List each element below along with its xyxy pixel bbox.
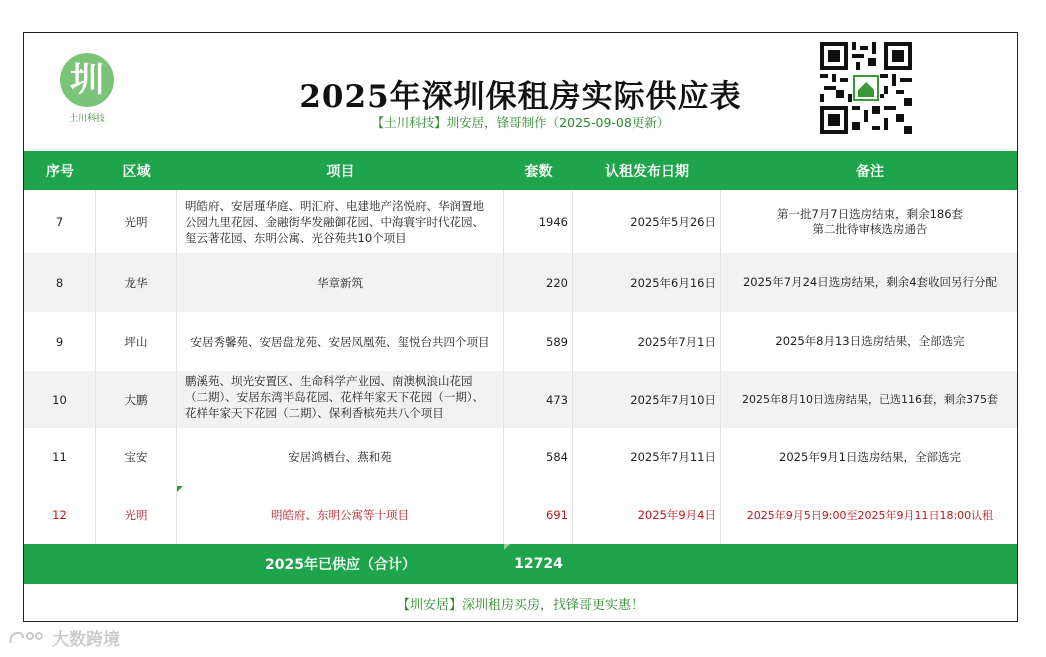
row-note: 2025年9月1日选房结果，全部选完 bbox=[779, 449, 961, 464]
table-row bbox=[24, 190, 1017, 253]
row-project: 安居鸿栖台、燕和苑 bbox=[177, 428, 504, 486]
row-note: 2025年9月5日9:00至2025年9月11日18:00认租 bbox=[746, 508, 994, 522]
row-note-line: 第二批待审核选房通告 bbox=[812, 221, 928, 236]
page-title: 2025年深圳保租房实际供应表 bbox=[299, 79, 742, 115]
row-date: 2025年7月10日 bbox=[573, 371, 721, 428]
row-no: 10 bbox=[24, 371, 96, 428]
row-date: 2025年5月26日 bbox=[573, 190, 721, 253]
row-note bbox=[721, 190, 1019, 253]
row-project bbox=[177, 371, 504, 428]
table-row bbox=[24, 371, 1017, 428]
row-no: 8 bbox=[24, 253, 96, 312]
table-row-highlighted bbox=[24, 486, 1017, 544]
column-header-units: 套数 bbox=[524, 163, 553, 180]
row-project: 安居秀馨苑、安居盘龙苑、安居凤凰苑、玺悦台共四个项目 bbox=[177, 312, 504, 371]
row-date: 2025年7月11日 bbox=[573, 428, 721, 486]
logo-text: 土川科技 bbox=[68, 114, 105, 124]
row-district: 光明 bbox=[96, 486, 177, 544]
row-project: 明皓府、安居瑾华庭、明汇府、电建地产洺悦府、华润置地公园九里花园、金融街华发融御花园、中海寰宇时代花园、玺云著花园、东明公寓、光谷苑共10个项目 bbox=[177, 190, 504, 253]
watermark bbox=[8, 625, 120, 650]
row-units: 220 bbox=[504, 253, 573, 312]
column-header-no: 序号 bbox=[46, 163, 74, 180]
table-row bbox=[24, 253, 1017, 312]
column-header-district: 区域 bbox=[122, 163, 151, 180]
row-note: 2025年7月24日选房结果，剩余4套收回另行分配 bbox=[742, 275, 998, 289]
row-date: 2025年6月16日 bbox=[573, 253, 721, 312]
row-date: 2025年7月1日 bbox=[573, 312, 721, 371]
watermark-logo-icon bbox=[8, 629, 48, 647]
column-header-project: 项目 bbox=[326, 163, 355, 180]
row-units: 1946 bbox=[504, 190, 573, 253]
row-units: 589 bbox=[504, 312, 573, 371]
column-header-date: 认租发布日期 bbox=[605, 163, 689, 180]
footer-slogan: 【圳安居】深圳租房买房，找锋哥更实惠！ bbox=[396, 597, 644, 613]
row-project: 明皓府、东明公寓等十项目 bbox=[177, 486, 504, 544]
row-district: 光明 bbox=[96, 190, 177, 253]
row-note-line: 第一批7月7日选房结束，剩余186套 bbox=[776, 206, 964, 221]
row-date: 2025年9月4日 bbox=[573, 486, 721, 544]
total-value: 12724 bbox=[514, 556, 563, 572]
row-units: 584 bbox=[504, 428, 573, 486]
row-note: 2025年8月13日选房结果，全部选完 bbox=[775, 334, 965, 348]
logo-badge-icon: 圳 bbox=[60, 53, 114, 107]
sheet-header bbox=[24, 33, 1017, 151]
table-row bbox=[24, 428, 1017, 486]
supply-table-sheet bbox=[23, 32, 1018, 622]
total-row bbox=[24, 544, 1017, 584]
row-no: 9 bbox=[24, 312, 96, 371]
row-units: 691 bbox=[504, 486, 573, 544]
row-project: 华章新筑 bbox=[177, 253, 504, 312]
table-header-row bbox=[24, 151, 1017, 190]
row-note: 2025年8月10日选房结果，已选116套，剩余375套 bbox=[742, 393, 998, 406]
row-no: 12 bbox=[24, 486, 96, 544]
row-units: 473 bbox=[504, 371, 573, 428]
row-no: 7 bbox=[24, 190, 96, 253]
row-no: 11 bbox=[24, 428, 96, 486]
row-district: 龙华 bbox=[96, 253, 177, 312]
row-district: 宝安 bbox=[96, 428, 177, 486]
page-subtitle: 【土川科技】圳安居，锋哥制作（2025-09-08更新） bbox=[371, 115, 670, 130]
watermark-text: 大数跨境 bbox=[52, 630, 120, 650]
qr-code-icon bbox=[820, 42, 912, 134]
row-district: 大鹏 bbox=[96, 371, 177, 428]
column-header-note: 备注 bbox=[856, 163, 884, 180]
row-district: 坪山 bbox=[96, 312, 177, 371]
row-project-text: 鹏溪苑、坝光安置区、生命科学产业园、南澳枫浪山花园（二期）、安居东湾半岛花园、花样年家天下花园（一期）、花样年家天下花园（二期）、保利香槟苑共八个项目 bbox=[185, 374, 484, 420]
total-label: 2025年已供应（合计） bbox=[265, 557, 416, 573]
table-row bbox=[24, 312, 1017, 371]
